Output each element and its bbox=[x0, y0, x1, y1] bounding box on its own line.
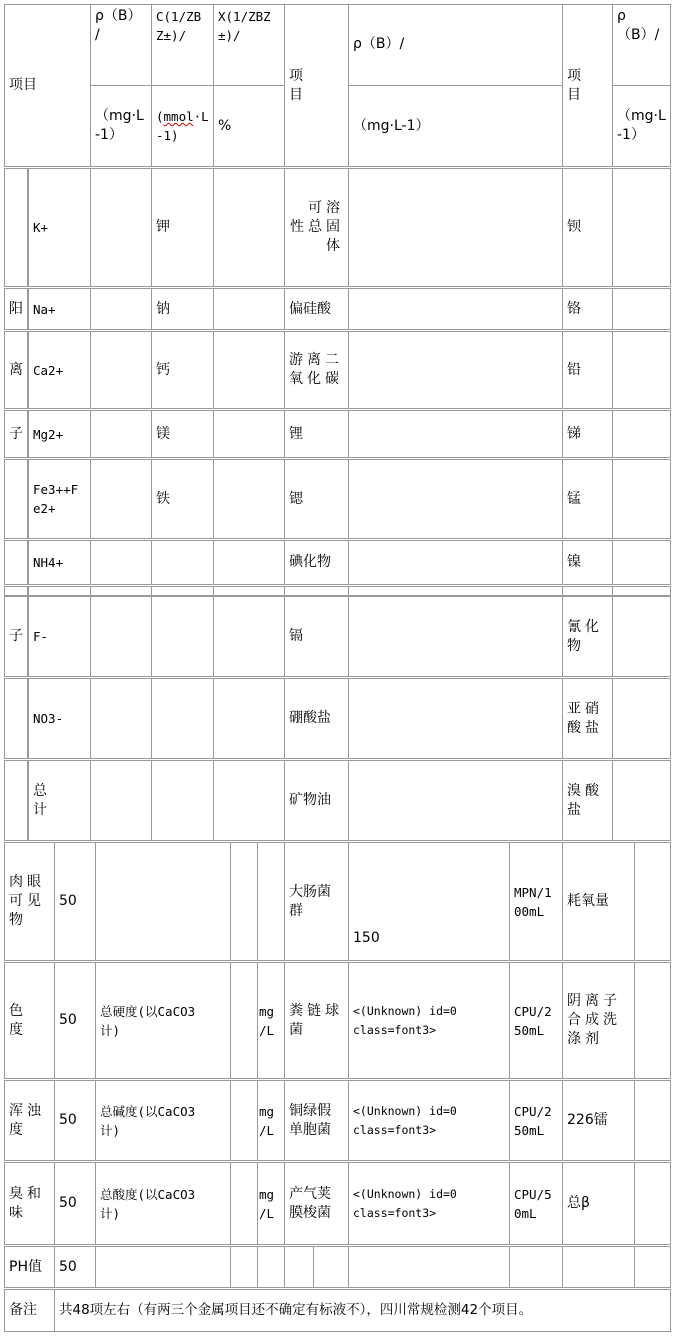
ion-cell: Fe3++F e2+ bbox=[28, 459, 91, 539]
lower-limit-cell bbox=[348, 1246, 510, 1288]
lower-right-value-cell bbox=[634, 1080, 671, 1161]
lower-unit-cell: mg /L bbox=[257, 1162, 285, 1245]
spacer-strip bbox=[28, 586, 91, 596]
ion-name-cell bbox=[151, 540, 214, 585]
lower-desc-cell bbox=[95, 842, 231, 961]
mid-value-cell bbox=[348, 288, 563, 330]
mid-item-cell: 偏硅酸 bbox=[284, 288, 349, 330]
lower-value-cell: 50 bbox=[54, 1080, 96, 1161]
ion-name-cell: 铁 bbox=[151, 459, 214, 539]
lower-limit-unit-cell: CPU/5 0mL bbox=[509, 1162, 563, 1245]
lower-right-value-cell bbox=[634, 962, 671, 1079]
lower-value-cell: 50 bbox=[54, 1162, 96, 1245]
side-label-yang: 阳 bbox=[4, 288, 28, 330]
lower-right-value-cell bbox=[634, 1246, 671, 1288]
header-item: 项目 bbox=[4, 4, 91, 167]
value-cell bbox=[213, 168, 285, 287]
lower-desc-cell: 总碱度(以CaCO3 计) bbox=[95, 1080, 231, 1161]
lower-label-cell: 浑浊 度 bbox=[4, 1080, 55, 1161]
lower-value-cell bbox=[230, 1162, 258, 1245]
c-unit-mmol: mmol bbox=[163, 109, 194, 124]
lower-limit-unit-cell: CPU/2 50mL bbox=[509, 962, 563, 1079]
lower-value-cell bbox=[230, 1080, 258, 1161]
header-mg-l-2: （mg·L-1） bbox=[348, 85, 563, 167]
mid-value-cell bbox=[348, 168, 563, 287]
right-item-cell: 溴酸 盐 bbox=[562, 760, 613, 841]
mid-item-cell: 镉 bbox=[284, 596, 349, 677]
ion-name-cell bbox=[151, 760, 214, 841]
lower-unit-cell bbox=[257, 842, 285, 961]
right-value-cell bbox=[612, 459, 671, 539]
value-cell bbox=[213, 540, 285, 585]
mid-value-cell bbox=[348, 540, 563, 585]
header-c-concentration: C(1/ZB Z±)/ bbox=[151, 4, 214, 86]
right-value-cell bbox=[612, 678, 671, 759]
lower-right-item-cell: 总β bbox=[562, 1162, 635, 1245]
ion-name-cell bbox=[151, 596, 214, 677]
lower-label-cell: PH值 bbox=[4, 1246, 55, 1288]
value-cell bbox=[90, 288, 152, 330]
lower-right-item-cell: 耗氧量 bbox=[562, 842, 635, 961]
lower-unit-cell: mg /L bbox=[257, 1080, 285, 1161]
value-cell bbox=[90, 596, 152, 677]
c-unit-prefix: ( bbox=[156, 109, 164, 124]
lower-label-cell: 肉眼 可见 物 bbox=[4, 842, 55, 961]
lower-value-cell bbox=[230, 1246, 258, 1288]
value-cell bbox=[213, 288, 285, 330]
ion-name-cell: 钠 bbox=[151, 288, 214, 330]
right-item-cell: 锰 bbox=[562, 459, 613, 539]
mid-item-cell: 硼酸盐 bbox=[284, 678, 349, 759]
lower-right-value-cell bbox=[634, 842, 671, 961]
header-rho-b: ρ（B） / bbox=[90, 4, 152, 86]
header-item-2: 项 目 bbox=[284, 4, 349, 167]
spacer-strip bbox=[213, 586, 285, 596]
lower-limit-cell: <(Unknown) id=0 class=font3> bbox=[348, 1162, 510, 1245]
lower-mid-item-cell bbox=[313, 1246, 349, 1288]
spacer-strip bbox=[612, 586, 671, 596]
mid-value-cell bbox=[348, 760, 563, 841]
lower-value-cell: 50 bbox=[54, 1246, 96, 1288]
ion-cell: K+ bbox=[28, 168, 91, 287]
right-value-cell bbox=[612, 288, 671, 330]
right-value-cell bbox=[612, 331, 671, 409]
spacer-strip bbox=[348, 586, 563, 596]
side-blank-2 bbox=[4, 459, 28, 539]
value-cell bbox=[213, 331, 285, 409]
mid-item-cell: 锶 bbox=[284, 459, 349, 539]
mid-item-cell: 可溶 性总固 体 bbox=[284, 168, 349, 287]
mid-value-cell bbox=[348, 596, 563, 677]
value-cell bbox=[213, 596, 285, 677]
spacer-strip bbox=[151, 586, 214, 596]
lower-unit-cell: mg /L bbox=[257, 962, 285, 1079]
lower-value-cell bbox=[230, 842, 258, 961]
value-cell bbox=[213, 459, 285, 539]
right-value-cell bbox=[612, 540, 671, 585]
value-cell bbox=[213, 410, 285, 458]
remark-label: 备注 bbox=[4, 1289, 55, 1332]
lower-mid-item-cell: 大肠菌 群 bbox=[284, 842, 349, 961]
header-c-unit bbox=[151, 85, 214, 167]
lower-right-item-cell: 226镭 bbox=[562, 1080, 635, 1161]
side-blank-1 bbox=[4, 168, 28, 287]
value-cell bbox=[90, 540, 152, 585]
mid-item-cell: 游离二 氧化碳 bbox=[284, 331, 349, 409]
mid-value-cell bbox=[348, 410, 563, 458]
side-label-li: 离 bbox=[4, 331, 28, 409]
header-mg-l-3: （mg·L -1） bbox=[612, 85, 671, 167]
lower-mid-item-cell: 产气荚 膜梭菌 bbox=[284, 1162, 349, 1245]
remark-text: 共48项左右（有两三个金属项目还不确定有标液不），四川常规检测42个项目。 bbox=[54, 1289, 671, 1332]
value-cell bbox=[90, 459, 152, 539]
right-item-cell: 铅 bbox=[562, 331, 613, 409]
side-blank-3 bbox=[4, 540, 28, 585]
lower-limit-cell: 150 bbox=[348, 842, 510, 961]
side-blank-5 bbox=[4, 760, 28, 841]
lower-desc-cell bbox=[95, 1246, 231, 1288]
ion-cell: Mg2+ bbox=[28, 410, 91, 458]
value-cell bbox=[213, 760, 285, 841]
header-mg-l: （mg·L -1） bbox=[90, 85, 152, 167]
value-cell bbox=[90, 331, 152, 409]
right-item-cell: 铬 bbox=[562, 288, 613, 330]
spacer-strip bbox=[284, 586, 349, 596]
lower-right-value-cell bbox=[634, 1162, 671, 1245]
header-x-unit: % bbox=[213, 85, 285, 167]
lower-mid-item-cell bbox=[284, 1246, 314, 1288]
header-x-percent: X(1/ZBZ ±)/ bbox=[213, 4, 285, 86]
value-cell bbox=[213, 678, 285, 759]
mid-value-cell bbox=[348, 678, 563, 759]
right-value-cell bbox=[612, 168, 671, 287]
value-cell bbox=[90, 410, 152, 458]
spacer-strip bbox=[562, 586, 613, 596]
ion-cell: Na+ bbox=[28, 288, 91, 330]
lower-limit-unit-cell: CPU/2 50mL bbox=[509, 1080, 563, 1161]
right-item-cell: 氰化 物 bbox=[562, 596, 613, 677]
header-rho-b-3: ρ（B）/ bbox=[612, 4, 671, 86]
ion-name-cell: 钙 bbox=[151, 331, 214, 409]
side-label-zi-2: 子 bbox=[4, 596, 28, 677]
value-cell bbox=[90, 168, 152, 287]
ion-cell: NH4+ bbox=[28, 540, 91, 585]
lower-label-cell: 色 度 bbox=[4, 962, 55, 1079]
total-label-cell: 总 计 bbox=[28, 760, 91, 841]
header-item-3: 项 目 bbox=[562, 4, 613, 167]
lower-limit-unit-cell: MPN/1 00mL bbox=[509, 842, 563, 961]
lower-desc-cell: 总硬度(以CaCO3 计) bbox=[95, 962, 231, 1079]
ion-cell: F- bbox=[28, 596, 91, 677]
lower-mid-item-cell: 铜绿假 单胞菌 bbox=[284, 1080, 349, 1161]
lower-value-cell bbox=[230, 962, 258, 1079]
ion-cell: NO3- bbox=[28, 678, 91, 759]
mid-value-cell bbox=[348, 459, 563, 539]
right-value-cell bbox=[612, 760, 671, 841]
ion-name-cell bbox=[151, 678, 214, 759]
right-value-cell bbox=[612, 596, 671, 677]
lower-unit-cell bbox=[257, 1246, 285, 1288]
value-cell bbox=[90, 678, 152, 759]
lower-value-cell: 50 bbox=[54, 962, 96, 1079]
lower-value-cell: 50 bbox=[54, 842, 96, 961]
lower-right-item-cell bbox=[562, 1246, 635, 1288]
value-cell bbox=[90, 760, 152, 841]
mid-item-cell: 矿物油 bbox=[284, 760, 349, 841]
lower-limit-cell: <(Unknown) id=0 class=font3> bbox=[348, 962, 510, 1079]
lower-right-item-cell: 阴离子 合成洗 涤剂 bbox=[562, 962, 635, 1079]
lower-label-cell: 臭和 味 bbox=[4, 1162, 55, 1245]
ion-name-cell: 钾 bbox=[151, 168, 214, 287]
ion-cell: Ca2+ bbox=[28, 331, 91, 409]
right-item-cell: 锑 bbox=[562, 410, 613, 458]
right-value-cell bbox=[612, 410, 671, 458]
right-item-cell: 钡 bbox=[562, 168, 613, 287]
side-label-zi: 子 bbox=[4, 410, 28, 458]
c-unit-suffix: ·L -1) bbox=[156, 109, 209, 143]
lower-limit-cell: <(Unknown) id=0 class=font3> bbox=[348, 1080, 510, 1161]
header-rho-b-2: ρ（B）/ bbox=[348, 4, 563, 86]
mid-item-cell: 锂 bbox=[284, 410, 349, 458]
mid-value-cell bbox=[348, 331, 563, 409]
mid-item-cell: 碘化物 bbox=[284, 540, 349, 585]
lower-desc-cell: 总酸度(以CaCO3 计) bbox=[95, 1162, 231, 1245]
right-item-cell: 亚硝 酸盐 bbox=[562, 678, 613, 759]
lower-mid-item-cell: 粪链球 菌 bbox=[284, 962, 349, 1079]
spacer-strip bbox=[4, 586, 28, 596]
ion-name-cell: 镁 bbox=[151, 410, 214, 458]
right-item-cell: 镍 bbox=[562, 540, 613, 585]
lower-limit-unit-cell bbox=[509, 1246, 563, 1288]
side-blank-4 bbox=[4, 678, 28, 759]
spacer-strip bbox=[90, 586, 152, 596]
